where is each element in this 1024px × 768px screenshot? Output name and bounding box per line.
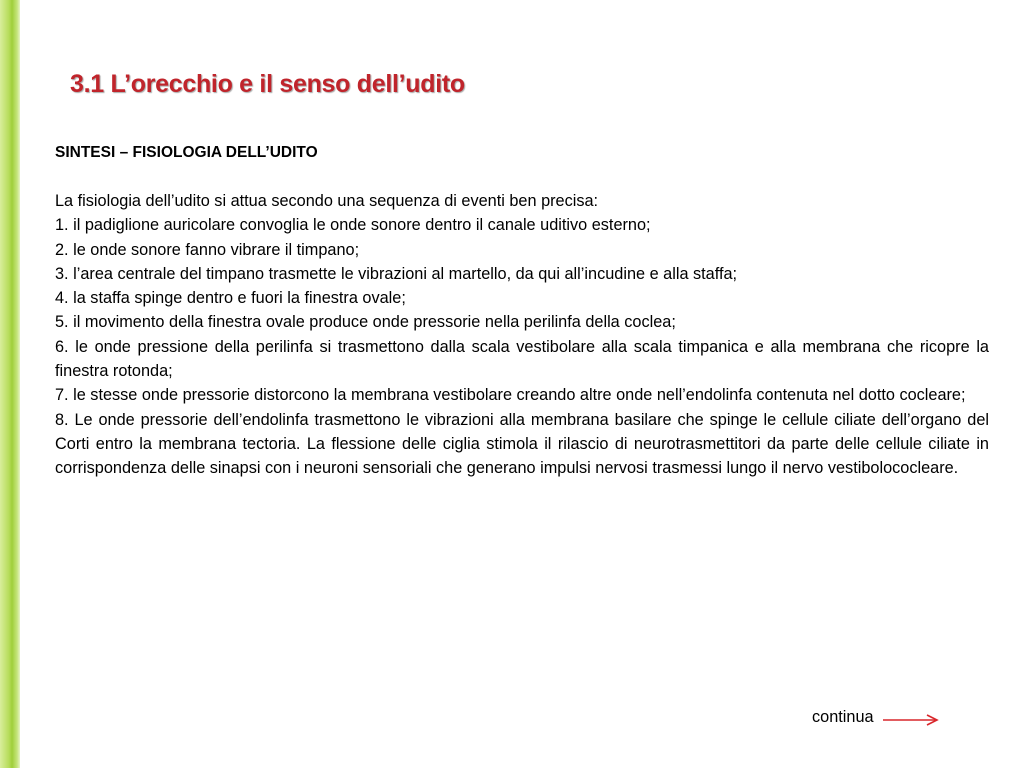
step-item: 5. il movimento della finestra ovale produce onde pressorie nella perilinfa della coclea; bbox=[55, 313, 676, 332]
continue-link[interactable] bbox=[812, 707, 940, 727]
accent-bar bbox=[0, 0, 20, 768]
step-item: 6. le onde pressione della perilinfa si trasmettono dalla scala vestibolare alla scala timpanica e alla membrana che ricopre la finestra rotonda; bbox=[55, 337, 989, 381]
step-item: 7. le stesse onde pressorie distorcono la membrana vestibolare creando altre onde nell’endolinfa contenuta nel dotto cocleare; bbox=[55, 386, 966, 405]
continue-label[interactable]: continua bbox=[812, 707, 874, 726]
step-item: 2. le onde sonore fanno vibrare il timpano; bbox=[55, 240, 360, 259]
step-item: 4. la staffa spinge dentro e fuori la finestra ovale; bbox=[55, 289, 406, 308]
intro-text: La fisiologia dell’udito si attua secondo una sequenza di eventi ben precisa: bbox=[55, 192, 599, 210]
step-item: 3. l’area centrale del timpano trasmette le vibrazioni al martello, da qui all’incudine e alla staffa; bbox=[55, 264, 738, 283]
slide-title: 3.1 L’orecchio e il senso dell’udito bbox=[70, 70, 465, 98]
arrow-right-icon[interactable] bbox=[882, 713, 940, 727]
step-item: 8. Le onde pressorie dell’endolinfa trasmettono le vibrazioni alla membrana basilare che spinge le cellule ciliate dell’organo del Corti entro la membrana tectoria. La flessione delle ciglia stimola il rilascio di neurotrasmettitori da parte delle cellule ciliate in corrispondenza delle sinapsi con i neuroni sensoriali che generano impulsi nervosi trasmessi lungo il nervo vestibolococleare. bbox=[55, 410, 989, 478]
slide-body bbox=[55, 189, 989, 481]
step-item: 1. il padiglione auricolare convoglia le onde sonore dentro il canale uditivo esterno; bbox=[55, 216, 651, 235]
slide-subtitle: SINTESI – FISIOLOGIA DELL’UDITO bbox=[55, 144, 318, 161]
